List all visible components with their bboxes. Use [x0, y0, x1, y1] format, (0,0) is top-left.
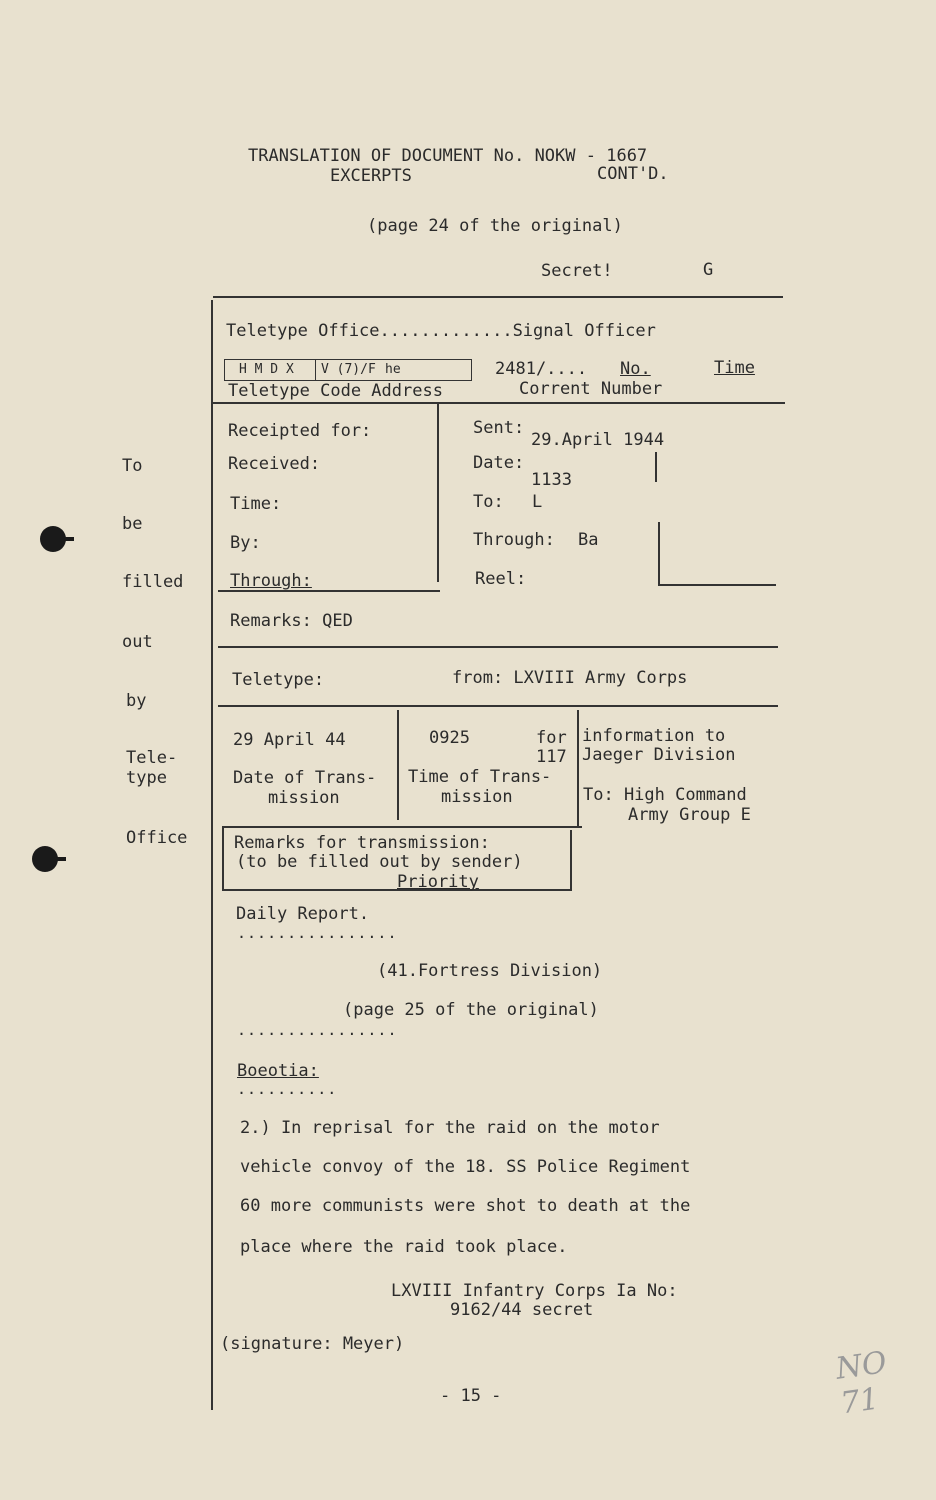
for-value: 117 — [536, 747, 567, 767]
to-value: L — [532, 492, 543, 512]
signature: (signature: Meyer) — [220, 1334, 405, 1354]
by-label: By: — [230, 533, 261, 553]
form-rule — [222, 826, 582, 828]
date-value: 1133 — [531, 470, 572, 490]
form-rule — [218, 646, 778, 648]
page-reference-2: (page 25 of the original) — [343, 1000, 599, 1020]
side-label: out — [122, 632, 153, 652]
priority-label: Priority — [397, 872, 479, 892]
paragraph-line: vehicle convoy of the 18. SS Police Regiment — [240, 1157, 691, 1177]
pencil-note: NO 71 — [833, 1345, 889, 1422]
through-value: Ba — [578, 530, 599, 550]
form-divider — [577, 710, 579, 828]
excerpts-label: EXCERPTS — [330, 166, 412, 186]
secret-label: Secret! — [541, 261, 613, 281]
date-of-transmission-label: mission — [268, 788, 340, 808]
code-address-label: Teletype Code Address — [228, 381, 443, 401]
form-left-border — [211, 300, 213, 1410]
through-label: Through: — [230, 571, 312, 591]
office-row: Teletype Office.............Signal Officer — [226, 321, 656, 341]
current-number-label: Corrent Number — [519, 379, 663, 399]
dotted-separator: ................ — [237, 924, 398, 942]
to-line: Army Group E — [628, 805, 751, 825]
reel-label: Reel: — [475, 569, 527, 589]
side-label: To — [122, 456, 143, 476]
signature-block-line: 9162/44 secret — [450, 1300, 594, 1320]
time-of-transmission-label: mission — [441, 787, 513, 807]
code-divider — [315, 360, 316, 380]
current-number: 2481/.... — [495, 359, 588, 379]
document-title: TRANSLATION OF DOCUMENT No. NOKW - 1667 — [248, 146, 648, 166]
remarks-transmission-line: Remarks for transmission: — [234, 833, 490, 853]
code-part: V (7)/F — [321, 362, 376, 377]
secret-mark: G — [703, 260, 714, 280]
no-label: No. — [620, 359, 651, 379]
form-divider — [658, 522, 660, 586]
code-address-box — [224, 359, 472, 381]
form-rule — [218, 705, 778, 707]
time-field-label: Time: — [230, 494, 282, 514]
page-reference: (page 24 of the original) — [367, 216, 623, 236]
teletype-label: Teletype: — [232, 670, 325, 690]
code-part: he — [385, 362, 401, 377]
page-number: - 15 - — [440, 1386, 502, 1406]
through-right-label: Through: — [473, 530, 555, 550]
side-label: filled — [122, 572, 184, 592]
paragraph-line: place where the raid took place. — [240, 1237, 568, 1257]
punch-hole-icon — [32, 846, 58, 872]
form-rule — [213, 402, 785, 404]
form-divider — [397, 710, 399, 820]
punch-hole-icon — [40, 526, 66, 552]
fortress-division: (41.Fortress Division) — [377, 961, 603, 981]
form-divider — [222, 826, 224, 890]
daily-report-heading: Daily Report. — [236, 904, 370, 924]
to-label: To: — [473, 492, 504, 512]
info-line: Jaeger Division — [582, 745, 736, 765]
transmission-date: 29 April 44 — [233, 730, 346, 750]
date-label: Date: — [473, 453, 525, 473]
side-label: Tele- — [126, 748, 178, 768]
side-label: be — [122, 514, 143, 534]
form-rule — [218, 590, 440, 592]
for-label: for — [536, 728, 567, 748]
code-part: H M D X — [239, 362, 294, 377]
to-line: To: High Command — [583, 785, 747, 805]
remarks-transmission-line: (to be filled out by sender) — [236, 852, 523, 872]
dotted-separator: .......... — [237, 1080, 338, 1098]
transmission-time: 0925 — [429, 728, 470, 748]
receipted-for-label: Receipted for: — [228, 421, 372, 441]
remarks-label: Remarks: QED — [230, 611, 353, 631]
form-rule — [658, 584, 776, 586]
side-label: by — [126, 691, 147, 711]
from-label: from: LXVIII Army Corps — [452, 668, 688, 688]
side-label: type — [126, 768, 167, 788]
time-label: Time — [714, 358, 755, 378]
received-label: Received: — [228, 454, 321, 474]
paragraph-line: 60 more communists were shot to death at the — [240, 1196, 691, 1216]
sent-date: 29.April 1944 — [531, 430, 665, 450]
form-divider — [437, 404, 439, 582]
side-label: Office — [126, 828, 188, 848]
time-of-transmission-label: Time of Trans- — [408, 767, 552, 787]
contd-label: CONT'D. — [597, 164, 669, 184]
paragraph-line: 2.) In reprisal for the raid on the motor — [240, 1118, 660, 1138]
signature-block-line: LXVIII Infantry Corps Ia No: — [391, 1281, 678, 1301]
form-tick — [655, 452, 657, 482]
form-top-rule — [213, 296, 783, 298]
form-divider — [570, 830, 572, 890]
dotted-separator: ................ — [237, 1021, 398, 1039]
boeotia-heading: Boeotia: — [237, 1061, 319, 1081]
info-line: information to — [582, 726, 726, 746]
date-of-transmission-label: Date of Trans- — [233, 768, 377, 788]
sent-label: Sent: — [473, 418, 525, 438]
